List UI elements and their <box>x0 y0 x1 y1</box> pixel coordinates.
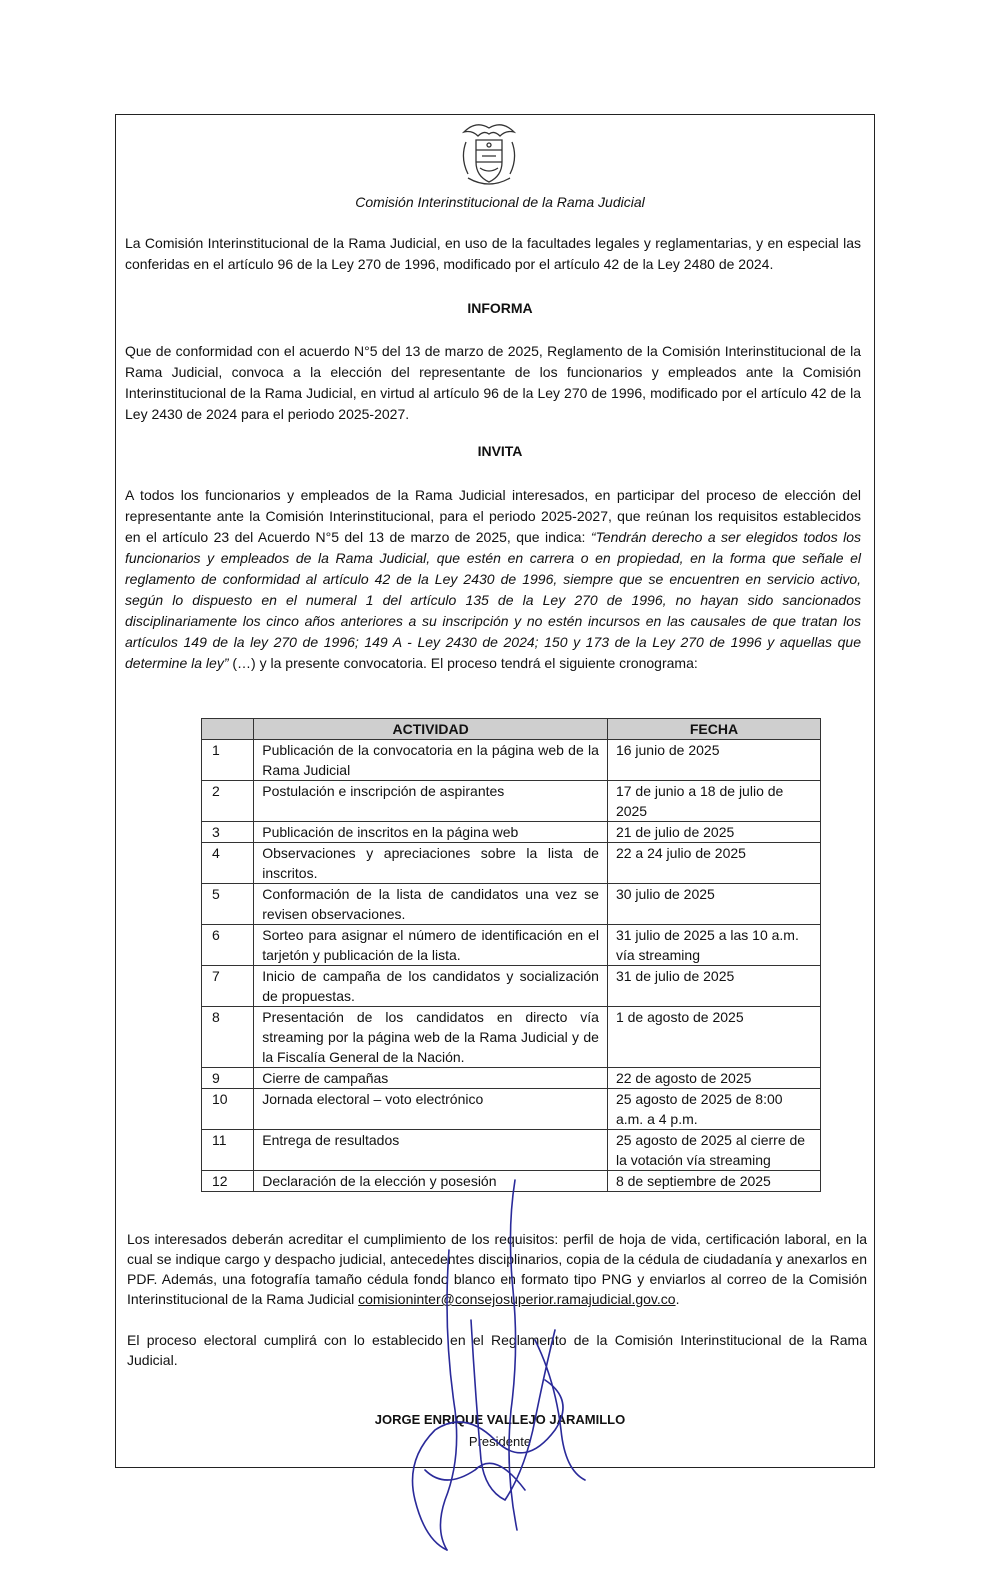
heading-informa: INFORMA <box>467 300 533 316</box>
table-row <box>202 843 821 884</box>
heading-invita: INVITA <box>477 443 523 459</box>
row-activity: Publicación de la convocatoria en la página web de la Rama Judicial <box>254 740 608 781</box>
row-number: 12 <box>202 1171 254 1192</box>
header-number <box>202 719 254 740</box>
row-number: 8 <box>202 1007 254 1068</box>
row-activity: Cierre de campañas <box>254 1068 608 1089</box>
row-activity: Presentación de los candidatos en directo vía streaming por la página web de la Rama Judicial y de la Fiscalía General de la Nación. <box>254 1007 608 1068</box>
row-activity: Publicación de inscritos en la página web <box>254 822 608 843</box>
table-row <box>202 925 821 966</box>
email-link[interactable]: comisioninter@consejosuperior.ramajudicial.gov.co <box>358 1291 676 1307</box>
table-row <box>202 1089 821 1130</box>
row-date: 8 de septiembre de 2025 <box>607 1171 820 1192</box>
table-row <box>202 884 821 925</box>
row-number: 6 <box>202 925 254 966</box>
row-date: 25 agosto de 2025 al cierre de la votación vía streaming <box>607 1130 820 1171</box>
closing-line2: El proceso electoral cumplirá con lo establecido en el Reglamento de la Comisión Interinstitucional de la Rama Judicial. <box>127 1332 867 1368</box>
table-row <box>202 822 821 843</box>
row-activity: Sorteo para asignar el número de identificación en el tarjetón y publicación de la lista. <box>254 925 608 966</box>
row-date: 30 julio de 2025 <box>607 884 820 925</box>
row-number: 2 <box>202 781 254 822</box>
table-row <box>202 781 821 822</box>
row-number: 10 <box>202 1089 254 1130</box>
intro-paragraph: La Comisión Interinstitucional de la Rama Judicial, en uso de la facultades legales y reglamentarias, y en especial las conferidas en el artículo 96 de la Ley 270 de 1996, modificado por el artículo 42 de la Ley 2480 de 2024. <box>125 235 861 272</box>
header-date: FECHA <box>607 719 820 740</box>
invita-text-after: (…) y la presente convocatoria. El proceso tendrá el siguiente cronograma: <box>228 655 698 671</box>
row-activity: Observaciones y apreciaciones sobre la lista de inscritos. <box>254 843 608 884</box>
table-row <box>202 740 821 781</box>
table-row <box>202 1068 821 1089</box>
row-date: 16 junio de 2025 <box>607 740 820 781</box>
row-number: 1 <box>202 740 254 781</box>
row-activity: Postulación e inscripción de aspirantes <box>254 781 608 822</box>
row-number: 5 <box>202 884 254 925</box>
row-date: 31 de julio de 2025 <box>607 966 820 1007</box>
header-activity: ACTIVIDAD <box>254 719 608 740</box>
schedule-header-row <box>202 719 821 740</box>
organization-name: Comisión Interinstitucional de la Rama Judicial <box>355 194 645 210</box>
table-row <box>202 1130 821 1171</box>
row-date: 1 de agosto de 2025 <box>607 1007 820 1068</box>
coat-of-arms-emblem <box>456 118 522 192</box>
row-date: 17 de junio a 18 de julio de 2025 <box>607 781 820 822</box>
signatory-name: JORGE ENRIQUE VALLEJO JARAMILLO <box>374 1412 626 1427</box>
row-number: 7 <box>202 966 254 1007</box>
row-number: 3 <box>202 822 254 843</box>
row-date: 31 julio de 2025 a las 10 a.m. vía streaming <box>607 925 820 966</box>
schedule-table <box>201 718 821 1192</box>
signatory-role: Presidente <box>468 1434 532 1449</box>
row-activity: Jornada electoral – voto electrónico <box>254 1089 608 1130</box>
informa-paragraph: Que de conformidad con el acuerdo N°5 del 13 de marzo de 2025, Reglamento de la Comisión Interinstitucional de la Rama Judicial, convoca a la elección del representante de los funcionarios y empleados ante la Comisión Interinstitucional de la Rama Judicial, en virtud al artículo 96 de la Ley 270 de 1996, modificado por el artículo 42 de la Ley 2430 de 2024 para el periodo 2025-2027. <box>125 343 861 422</box>
handwritten-signature <box>385 1170 605 1560</box>
closing-text: Los interesados deberán acreditar el cumplimiento de los requisitos: perfil de hoja de vida, certificación laboral, en la cual se indique cargo y despacho judicial, antecedentes disciplinarios, copia de la cédula de ciudadanía y anexarlos en PDF. Además, una fotografía tamaño cédula fondo blanco en formato tipo PNG y enviarlos al correo de la Comisión Interinstitucional de la Rama Judicial <box>127 1231 867 1307</box>
table-row <box>202 966 821 1007</box>
row-activity: Conformación de la lista de candidatos una vez se revisen observaciones. <box>254 884 608 925</box>
invita-text-before: A todos los funcionarios y empleados de la Rama Judicial interesados, en participar del proceso de elección del representante ante la Comisión Interinstitucional, para el periodo 2025-2027, que reúnan los requisitos establecidos en el artículo 23 del Acuerdo N°5 del 13 de marzo de 2025, que indica: <box>125 487 861 545</box>
row-activity: Inicio de campaña de los candidatos y socialización de propuestas. <box>254 966 608 1007</box>
invita-paragraph <box>125 485 861 674</box>
row-activity: Declaración de la elección y posesión <box>254 1171 608 1192</box>
row-number: 9 <box>202 1068 254 1089</box>
row-date: 21 de julio de 2025 <box>607 822 820 843</box>
table-row <box>202 1007 821 1068</box>
row-date: 22 a 24 julio de 2025 <box>607 843 820 884</box>
row-date: 25 agosto de 2025 de 8:00 a.m. a 4 p.m. <box>607 1089 820 1130</box>
row-number: 11 <box>202 1130 254 1171</box>
email-suffix: . <box>675 1291 680 1307</box>
invita-quote: “Tendrán derecho a ser elegidos todos los funcionarios y empleados de la Rama Judicial, que estén en carrera o en propiedad, en la forma que señale el reglamento de conformidad al artículo 42 de la Ley 2430 de 1996, siempre que se encuentren en servicio activo, según lo dispuesto en el numeral 1 del artículo 135 de la Ley 270 de 1996, no hayan sido sancionados disciplinariamente los cinco años anteriores a su inscripción y no estén incursos en las causales de que tratan los artículos 149 de la ley 270 de 1996; 149 A - Ley 2430 de 2024; 150 y 173 de la Ley 270 de 1996 y aquellas que determine la ley” <box>125 529 862 671</box>
row-number: 4 <box>202 843 254 884</box>
row-activity: Entrega de resultados <box>254 1130 608 1171</box>
row-date: 22 de agosto de 2025 <box>607 1068 820 1089</box>
